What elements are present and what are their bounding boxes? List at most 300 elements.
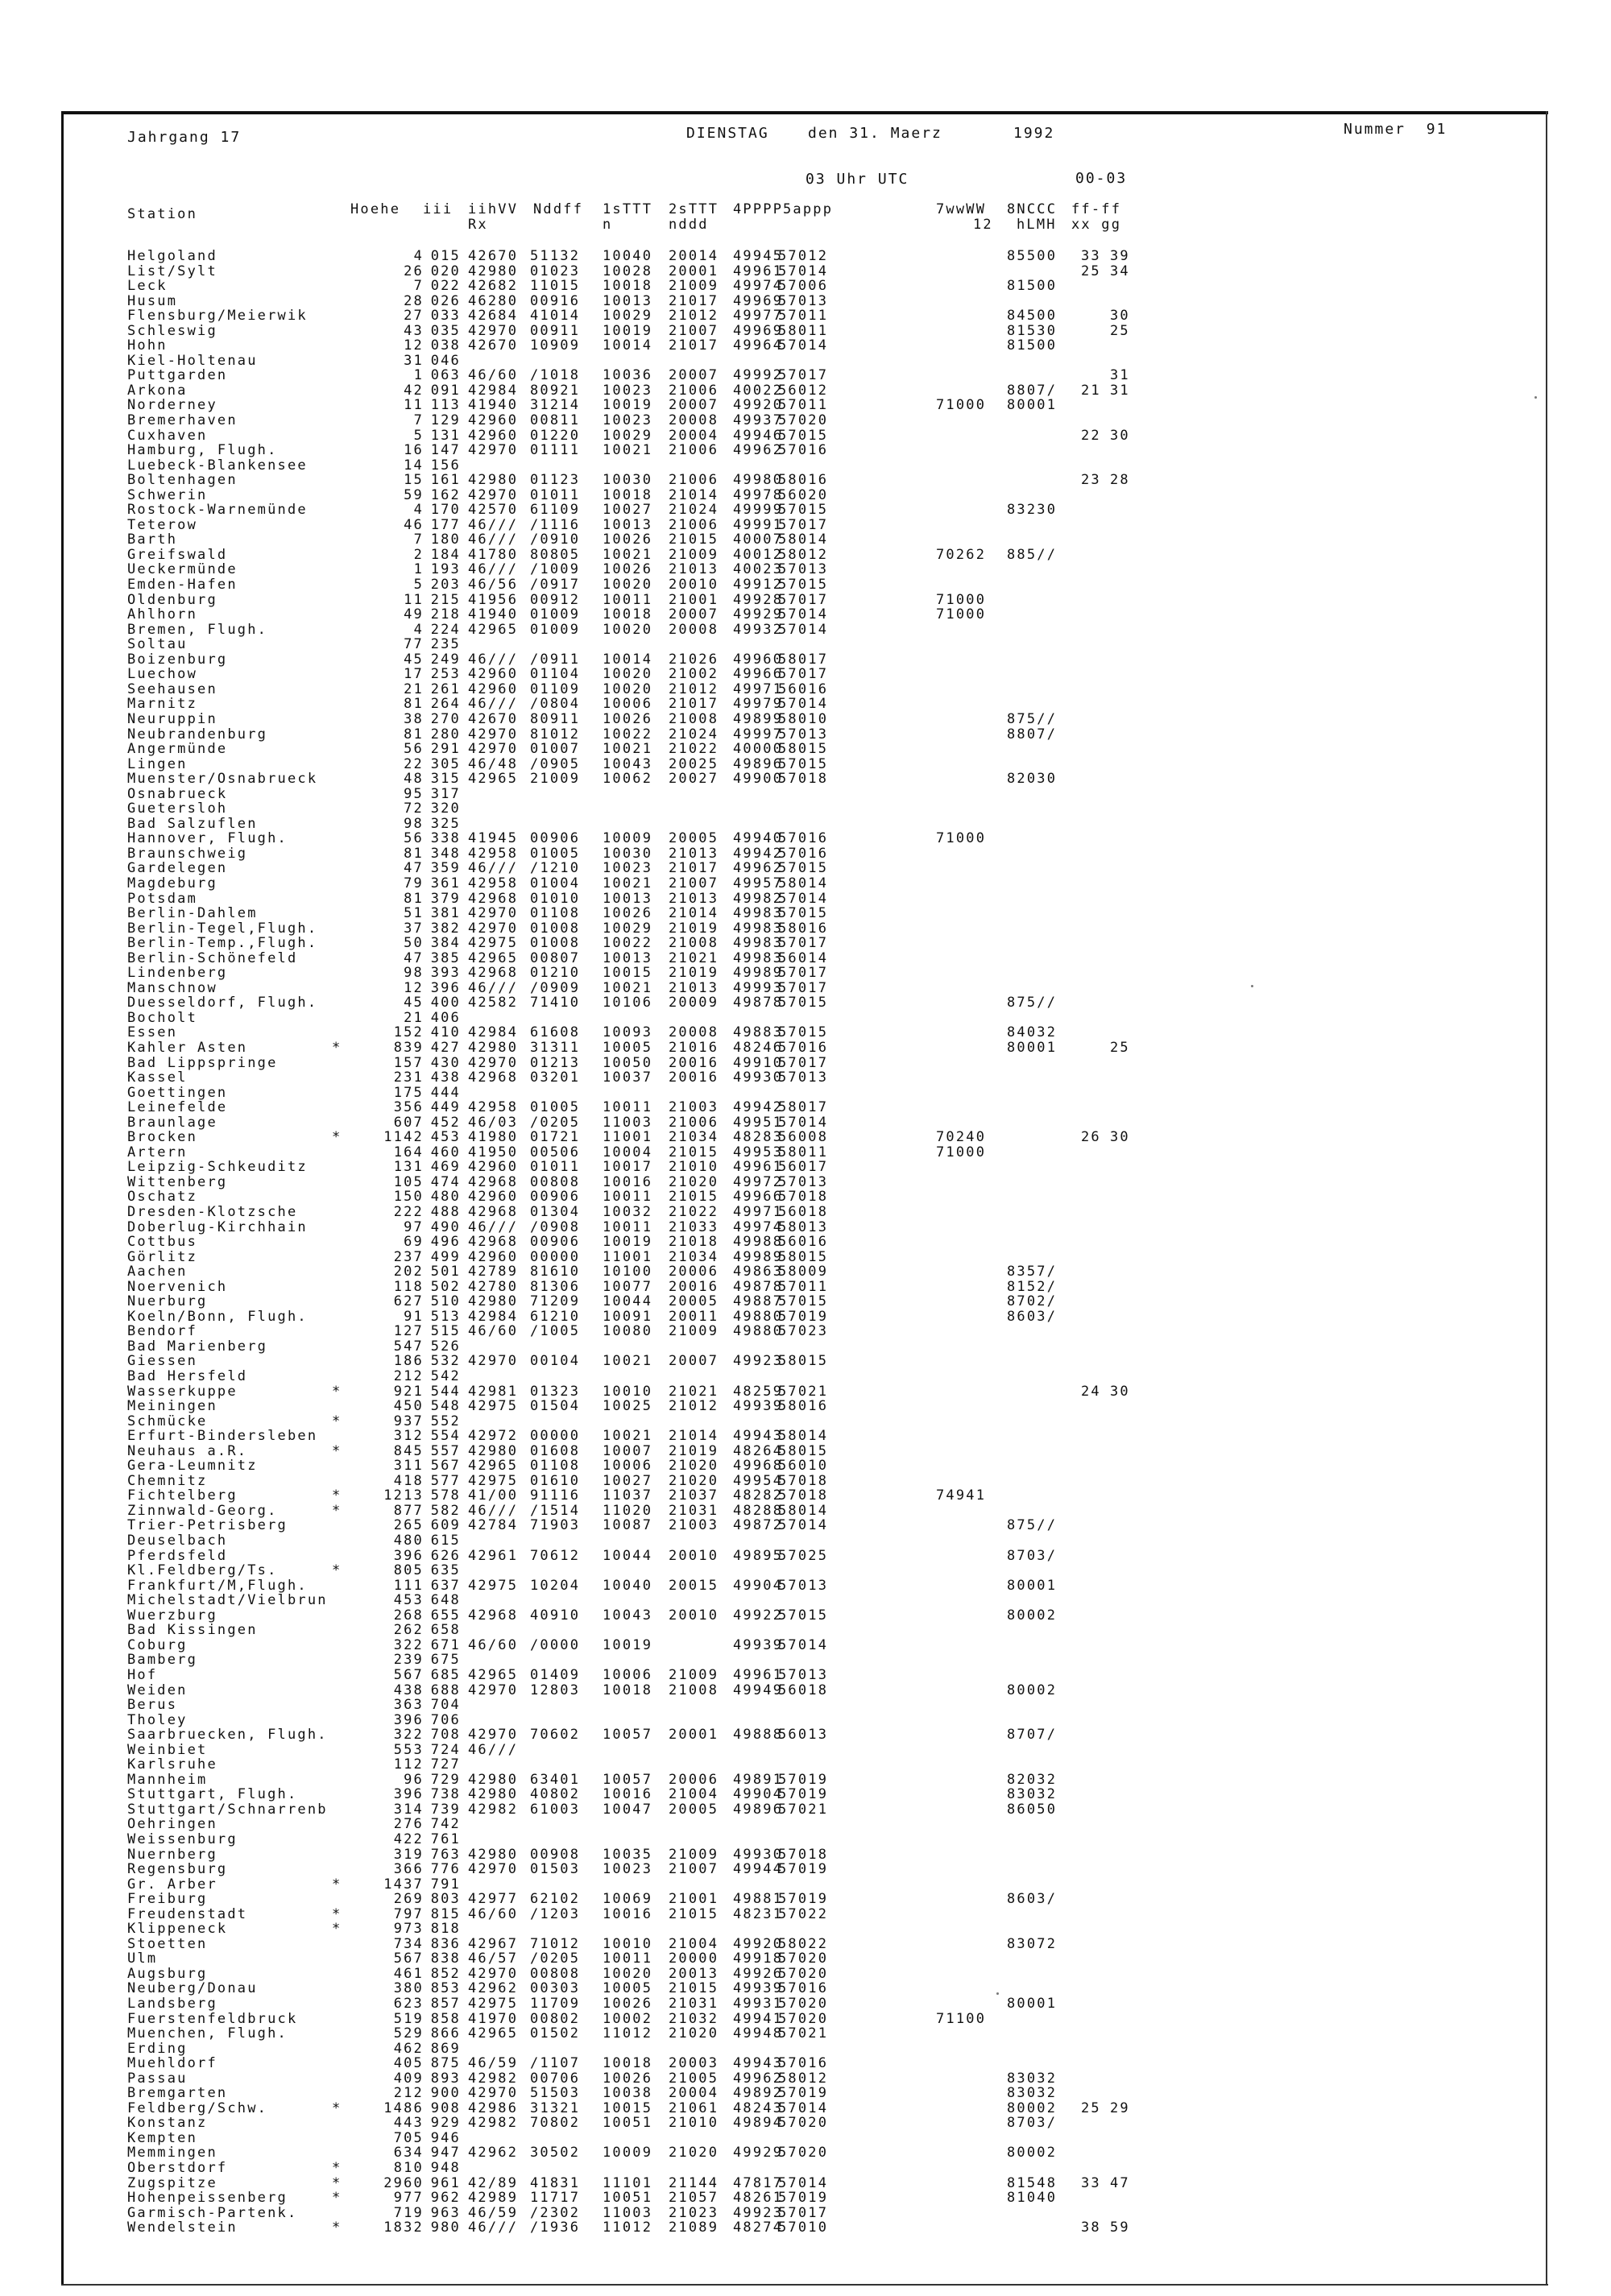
mountain-marker: * <box>332 1487 342 1504</box>
table-row <box>0 1504 1611 1519</box>
station-index: 582 <box>430 1502 461 1519</box>
group-1sttt: 10040 <box>603 1577 653 1594</box>
group-8nccc: 80001 <box>1007 1039 1058 1056</box>
station-height: 839 <box>393 1039 424 1056</box>
station-height: 12 <box>404 337 424 354</box>
group-4pppp: 49969 <box>733 292 784 309</box>
station-height: 462 <box>393 2040 424 2057</box>
group-4pppp: 49978 <box>733 486 784 503</box>
group-5appp: 57018 <box>778 1189 829 1206</box>
wind-gust-2: 30 <box>1110 427 1130 444</box>
group-nddff: 01004 <box>530 875 581 892</box>
station-index: 215 <box>430 591 461 608</box>
group-4pppp: 49983 <box>733 949 784 966</box>
group-1sttt: 10057 <box>603 1727 653 1744</box>
station-name: Berlin-Dahlem <box>127 905 258 922</box>
group-8nccc: 8603/ <box>1007 1891 1058 1908</box>
table-row <box>0 1235 1611 1250</box>
group-5appp: 58016 <box>778 1398 829 1415</box>
station-height: 17 <box>404 666 424 683</box>
group-1sttt: 10028 <box>603 263 653 279</box>
station-name: Potsdam <box>127 890 198 907</box>
group-1sttt: 10044 <box>603 1547 653 1564</box>
table-row <box>0 772 1611 787</box>
station-index: 249 <box>430 651 461 668</box>
group-2sttt: 21033 <box>669 1218 719 1235</box>
group-1sttt: 10043 <box>603 755 653 772</box>
group-5appp: 57017 <box>778 935 829 952</box>
station-name: Frankfurt/M,Flugh. <box>127 1577 308 1594</box>
group-5appp: 58015 <box>778 1248 829 1265</box>
group-1sttt: 10017 <box>603 1159 653 1176</box>
mountain-marker: * <box>332 2190 342 2207</box>
group-4pppp: 49899 <box>733 710 784 727</box>
table-row <box>0 249 1611 264</box>
station-height: 150 <box>393 1189 424 1206</box>
group-5appp: 57015 <box>778 577 829 594</box>
group-2sttt: 20001 <box>669 1727 719 1744</box>
table-row <box>0 294 1611 309</box>
group-iihvv: 42970 <box>468 1727 519 1744</box>
station-name: Aachen <box>127 1264 188 1280</box>
station-height: 634 <box>393 2145 424 2162</box>
station-height: 2 <box>413 546 424 563</box>
group-iihvv: 42670 <box>468 337 519 354</box>
group-1sttt: 10013 <box>603 292 653 309</box>
group-5appp: 57020 <box>778 1995 829 2012</box>
station-index: 763 <box>430 1846 461 1863</box>
station-name: Bendorf <box>127 1323 198 1340</box>
group-nddff: 81306 <box>530 1278 581 1295</box>
group-2sttt: 21006 <box>669 516 719 533</box>
station-index: 253 <box>430 666 461 683</box>
station-index: 738 <box>430 1786 461 1803</box>
group-nddff: 81610 <box>530 1264 581 1280</box>
station-name: Osnabrueck <box>127 785 228 802</box>
wind-gust-2: 39 <box>1110 248 1130 264</box>
group-iihvv: 42980 <box>468 1771 519 1788</box>
table-row <box>0 577 1611 593</box>
group-4pppp: 49966 <box>733 666 784 683</box>
group-8nccc: 80001 <box>1007 1995 1058 2012</box>
station-index: 609 <box>430 1517 461 1534</box>
station-index: 325 <box>430 815 461 832</box>
table-row <box>0 1996 1611 2012</box>
table-row <box>0 1743 1611 1758</box>
group-2sttt: 21008 <box>669 1682 719 1698</box>
station-height: 38 <box>404 710 424 727</box>
wind-gust-1: 23 <box>1081 472 1101 489</box>
group-4pppp: 49945 <box>733 248 784 264</box>
station-index: 815 <box>430 1905 461 1922</box>
group-nddff: /0909 <box>530 979 581 996</box>
group-nddff: 11015 <box>530 278 581 295</box>
group-8nccc: 83032 <box>1007 2070 1058 2087</box>
group-nddff: 51503 <box>530 2085 581 2102</box>
station-height: 5 <box>413 427 424 444</box>
group-iihvv: 42958 <box>468 845 519 862</box>
station-index: 444 <box>430 1084 461 1101</box>
table-row <box>0 1668 1611 1683</box>
group-nddff: 71903 <box>530 1517 581 1534</box>
group-1sttt: 10004 <box>603 1144 653 1160</box>
station-name: Leinefelde <box>127 1099 228 1116</box>
table-row <box>0 443 1611 458</box>
station-height: 438 <box>393 1682 424 1698</box>
station-index: 496 <box>430 1234 461 1251</box>
table-row <box>0 1877 1611 1893</box>
table-row <box>0 1414 1611 1429</box>
group-nddff: 10909 <box>530 337 581 354</box>
station-name: Luebeck-Blankensee <box>127 457 308 474</box>
table-row <box>0 1354 1611 1369</box>
station-index: 490 <box>430 1218 461 1235</box>
col-nddd: nddd <box>669 217 709 233</box>
station-index: 552 <box>430 1413 461 1429</box>
station-height: 7 <box>413 278 424 295</box>
station-height: 519 <box>393 2010 424 2027</box>
group-5appp: 58017 <box>778 651 829 668</box>
station-index: 893 <box>430 2070 461 2087</box>
station-index: 291 <box>430 741 461 758</box>
table-row <box>0 861 1611 876</box>
group-8nccc: 81500 <box>1007 278 1058 295</box>
station-index: 776 <box>430 1861 461 1878</box>
group-5appp: 57017 <box>778 516 829 533</box>
station-index: 385 <box>430 949 461 966</box>
group-iihvv: 42965 <box>468 2025 519 2042</box>
group-nddff: 61003 <box>530 1801 581 1818</box>
station-index: 501 <box>430 1264 461 1280</box>
group-8nccc: 8703/ <box>1007 2115 1058 2132</box>
station-index: 838 <box>430 1951 461 1967</box>
group-5appp: 57013 <box>778 1173 829 1190</box>
group-1sttt: 10011 <box>603 1189 653 1206</box>
group-5appp: 57013 <box>778 1666 829 1683</box>
group-2sttt: 20005 <box>669 1293 719 1310</box>
group-4pppp: 49991 <box>733 516 784 533</box>
group-iihvv: 41945 <box>468 830 519 847</box>
station-name: Bremen, Flugh. <box>127 621 268 638</box>
group-5appp: 57019 <box>778 1771 829 1788</box>
group-1sttt: 10011 <box>603 591 653 608</box>
table-row <box>0 697 1611 712</box>
group-5appp: 57019 <box>778 1308 829 1325</box>
group-5appp: 57013 <box>778 1577 829 1594</box>
group-4pppp: 49939 <box>733 1636 784 1653</box>
group-1sttt: 10036 <box>603 367 653 384</box>
station-name: Muehldorf <box>127 2055 217 2072</box>
group-5appp: 56018 <box>778 1204 829 1220</box>
group-nddff: /0905 <box>530 755 581 772</box>
group-2sttt: 21019 <box>669 920 719 937</box>
table-row <box>0 264 1611 279</box>
group-1sttt: 11037 <box>603 1487 653 1504</box>
group-nddff: 00906 <box>530 1189 581 1206</box>
station-name: Leck <box>127 278 168 295</box>
station-name: Wasserkuppe <box>127 1383 238 1400</box>
group-iihvv: 42970 <box>468 1965 519 1982</box>
station-height: 1 <box>413 367 424 384</box>
group-nddff: 11709 <box>530 1995 581 2012</box>
group-5appp: 58017 <box>778 1099 829 1116</box>
group-4pppp: 49923 <box>733 2204 784 2221</box>
station-index: 224 <box>430 621 461 638</box>
group-1sttt: 10040 <box>603 248 653 264</box>
group-nddff: 01213 <box>530 1054 581 1071</box>
col-n: n <box>603 217 613 233</box>
group-iihvv: 46/// <box>468 516 519 533</box>
group-5appp: 57016 <box>778 845 829 862</box>
station-name: Trier-Petrisberg <box>127 1517 288 1534</box>
station-name: Berlin-Temp.,Flugh. <box>127 935 318 952</box>
station-height: 422 <box>393 1831 424 1847</box>
group-1sttt: 10023 <box>603 860 653 877</box>
group-iihvv: 42972 <box>468 1428 519 1445</box>
group-2sttt: 20014 <box>669 248 719 264</box>
group-7wwww: 70240 <box>936 1129 987 1146</box>
station-height: 118 <box>393 1278 424 1295</box>
station-height: 845 <box>393 1442 424 1459</box>
group-iihvv: 41970 <box>468 2010 519 2027</box>
station-name: Hof <box>127 1666 158 1683</box>
group-4pppp: 40000 <box>733 741 784 758</box>
group-1sttt: 10002 <box>603 2010 653 2027</box>
group-1sttt: 10011 <box>603 1099 653 1116</box>
station-height: 51 <box>404 905 424 922</box>
group-iihvv: 42970 <box>468 322 519 339</box>
group-2sttt: 21014 <box>669 1428 719 1445</box>
station-index: 869 <box>430 2040 461 2057</box>
station-height: 152 <box>393 1024 424 1041</box>
station-index: 460 <box>430 1144 461 1160</box>
group-2sttt: 21013 <box>669 890 719 907</box>
station-height: 81 <box>404 726 424 743</box>
table-row <box>0 906 1611 921</box>
station-index: 026 <box>430 292 461 309</box>
group-nddff: 80921 <box>530 382 581 399</box>
group-2sttt: 21006 <box>669 382 719 399</box>
group-nddff: 01608 <box>530 1442 581 1459</box>
group-2sttt: 21015 <box>669 1905 719 1922</box>
group-iihvv: 42965 <box>468 621 519 638</box>
table-row <box>0 1339 1611 1355</box>
group-1sttt: 10023 <box>603 412 653 429</box>
group-5appp: 57016 <box>778 830 829 847</box>
wind-gust-2: 47 <box>1110 2174 1130 2191</box>
group-iihvv: 42984 <box>468 1024 519 1041</box>
wind-gust-2: 31 <box>1110 382 1130 399</box>
group-1sttt: 10022 <box>603 935 653 952</box>
group-2sttt: 20016 <box>669 1278 719 1295</box>
station-name: Bad Marienberg <box>127 1338 268 1355</box>
group-5appp: 57021 <box>778 1801 829 1818</box>
station-index: 184 <box>430 546 461 563</box>
station-index: 156 <box>430 457 461 474</box>
wind-gust-2: 29 <box>1110 2099 1130 2116</box>
group-2sttt: 21023 <box>669 2204 719 2221</box>
group-2sttt: 21012 <box>669 1398 719 1415</box>
station-height: 77 <box>404 636 424 653</box>
group-4pppp: 49962 <box>733 442 784 459</box>
table-row <box>0 308 1611 324</box>
table-row <box>0 1384 1611 1400</box>
station-name: Essen <box>127 1024 178 1041</box>
station-height: 977 <box>393 2190 424 2207</box>
station-name: Arkona <box>127 382 188 399</box>
group-1sttt: 10051 <box>603 2190 653 2207</box>
station-name: Teterow <box>127 516 198 533</box>
station-height: 15 <box>404 472 424 489</box>
group-1sttt: 10014 <box>603 337 653 354</box>
group-2sttt: 21009 <box>669 278 719 295</box>
group-5appp: 57020 <box>778 1951 829 1967</box>
group-5appp: 57013 <box>778 1069 829 1086</box>
group-4pppp: 47817 <box>733 2174 784 2191</box>
group-nddff: /0910 <box>530 532 581 548</box>
station-name: Ueckermünde <box>127 561 238 578</box>
station-name: Ulm <box>127 1951 158 1967</box>
group-nddff: 80805 <box>530 546 581 563</box>
station-index: 430 <box>430 1054 461 1071</box>
group-1sttt: 10026 <box>603 905 653 922</box>
issue-number-label: Nummer 91 <box>1344 121 1447 138</box>
group-1sttt: 10027 <box>603 1472 653 1489</box>
group-iihvv: 42982 <box>468 2115 519 2132</box>
group-5appp: 56013 <box>778 1727 829 1744</box>
group-nddff: 01210 <box>530 965 581 982</box>
station-index: 548 <box>430 1398 461 1415</box>
station-index: 129 <box>430 412 461 429</box>
table-row <box>0 548 1611 563</box>
group-4pppp: 49881 <box>733 1891 784 1908</box>
station-name: Lindenberg <box>127 965 228 982</box>
table-row <box>0 593 1611 608</box>
group-1sttt: 10087 <box>603 1517 653 1534</box>
group-4pppp: 49946 <box>733 427 784 444</box>
group-nddff: 01011 <box>530 486 581 503</box>
table-row <box>0 1145 1611 1160</box>
station-index: 452 <box>430 1114 461 1131</box>
table-row <box>0 1160 1611 1175</box>
station-height: 276 <box>393 1816 424 1833</box>
group-1sttt: 10037 <box>603 1069 653 1086</box>
station-index: 218 <box>430 606 461 623</box>
station-height: 26 <box>404 263 424 279</box>
station-name: Hohn <box>127 337 168 354</box>
station-name: Görlitz <box>127 1248 198 1265</box>
group-2sttt: 21012 <box>669 681 719 697</box>
group-1sttt: 10022 <box>603 726 653 743</box>
group-1sttt: 11012 <box>603 2025 653 2042</box>
group-iihvv: 42962 <box>468 2145 519 2162</box>
station-name: Dresden-Klotzsche <box>127 1204 298 1220</box>
station-height: 127 <box>393 1323 424 1340</box>
group-4pppp: 49939 <box>733 1398 784 1415</box>
group-4pppp: 49954 <box>733 1472 784 1489</box>
group-5appp: 56018 <box>778 1682 829 1698</box>
group-nddff: 00000 <box>530 1248 581 1265</box>
group-2sttt: 21021 <box>669 949 719 966</box>
table-row <box>0 1115 1611 1131</box>
group-2sttt: 21026 <box>669 651 719 668</box>
group-iihvv: 41956 <box>468 591 519 608</box>
group-nddff: /1936 <box>530 2219 581 2236</box>
group-5appp: 56014 <box>778 949 829 966</box>
group-4pppp: 49951 <box>733 1114 784 1131</box>
station-name: Giessen <box>127 1353 198 1370</box>
station-index: 866 <box>430 2025 461 2042</box>
group-5appp: 58014 <box>778 532 829 548</box>
group-iihvv: 42982 <box>468 2070 519 2087</box>
group-nddff: 01220 <box>530 427 581 444</box>
station-name: Coburg <box>127 1636 188 1653</box>
station-index: 361 <box>430 875 461 892</box>
group-5appp: 57018 <box>778 1846 829 1863</box>
group-1sttt: 10010 <box>603 1935 653 1952</box>
group-nddff: 11717 <box>530 2190 581 2207</box>
group-2sttt: 21010 <box>669 1159 719 1176</box>
table-row <box>0 995 1611 1011</box>
group-4pppp: 48259 <box>733 1383 784 1400</box>
station-index: 317 <box>430 785 461 802</box>
station-index: 761 <box>430 1831 461 1847</box>
station-index: 724 <box>430 1741 461 1758</box>
station-name: Zugspitze <box>127 2174 217 2191</box>
group-iihvv: 42965 <box>468 949 519 966</box>
group-iihvv: 42970 <box>468 920 519 937</box>
group-2sttt: 20000 <box>669 1951 719 1967</box>
group-2sttt: 21037 <box>669 1487 719 1504</box>
station-name: Nuernberg <box>127 1846 217 1863</box>
group-2sttt: 20016 <box>669 1069 719 1086</box>
group-nddff: 61109 <box>530 502 581 519</box>
group-iihvv: 42970 <box>468 905 519 922</box>
group-iihvv: 42975 <box>468 1577 519 1594</box>
group-iihvv: 42980 <box>468 1293 519 1310</box>
group-5appp: 56017 <box>778 1159 829 1176</box>
group-iihvv: 42784 <box>468 1517 519 1534</box>
group-nddff: 70602 <box>530 1727 581 1744</box>
group-1sttt: 10027 <box>603 502 653 519</box>
group-1sttt: 10026 <box>603 710 653 727</box>
station-index: 544 <box>430 1383 461 1400</box>
station-name: Stoetten <box>127 1935 208 1952</box>
wind-gust-1: 25 <box>1081 2099 1101 2116</box>
table-row <box>0 532 1611 548</box>
group-iihvv: 42968 <box>468 1204 519 1220</box>
table-row <box>0 1817 1611 1832</box>
group-4pppp: 49989 <box>733 1248 784 1265</box>
table-row <box>0 473 1611 488</box>
group-5appp: 57014 <box>778 890 829 907</box>
group-2sttt: 21006 <box>669 1114 719 1131</box>
wind-gust-2: 30 <box>1110 1383 1130 1400</box>
group-4pppp: 48231 <box>733 1905 784 1922</box>
group-iihvv: 42970 <box>468 486 519 503</box>
table-row <box>0 637 1611 652</box>
table-row <box>0 1638 1611 1653</box>
group-1sttt: 10011 <box>603 1218 653 1235</box>
group-1sttt: 10032 <box>603 1204 653 1220</box>
station-name: Landsberg <box>127 1995 217 2012</box>
group-iihvv: 46/59 <box>468 2204 519 2221</box>
station-index: 410 <box>430 1024 461 1041</box>
group-1sttt: 10021 <box>603 1428 653 1445</box>
group-2sttt: 21024 <box>669 502 719 519</box>
group-2sttt: 21008 <box>669 935 719 952</box>
group-2sttt: 21003 <box>669 1099 719 1116</box>
